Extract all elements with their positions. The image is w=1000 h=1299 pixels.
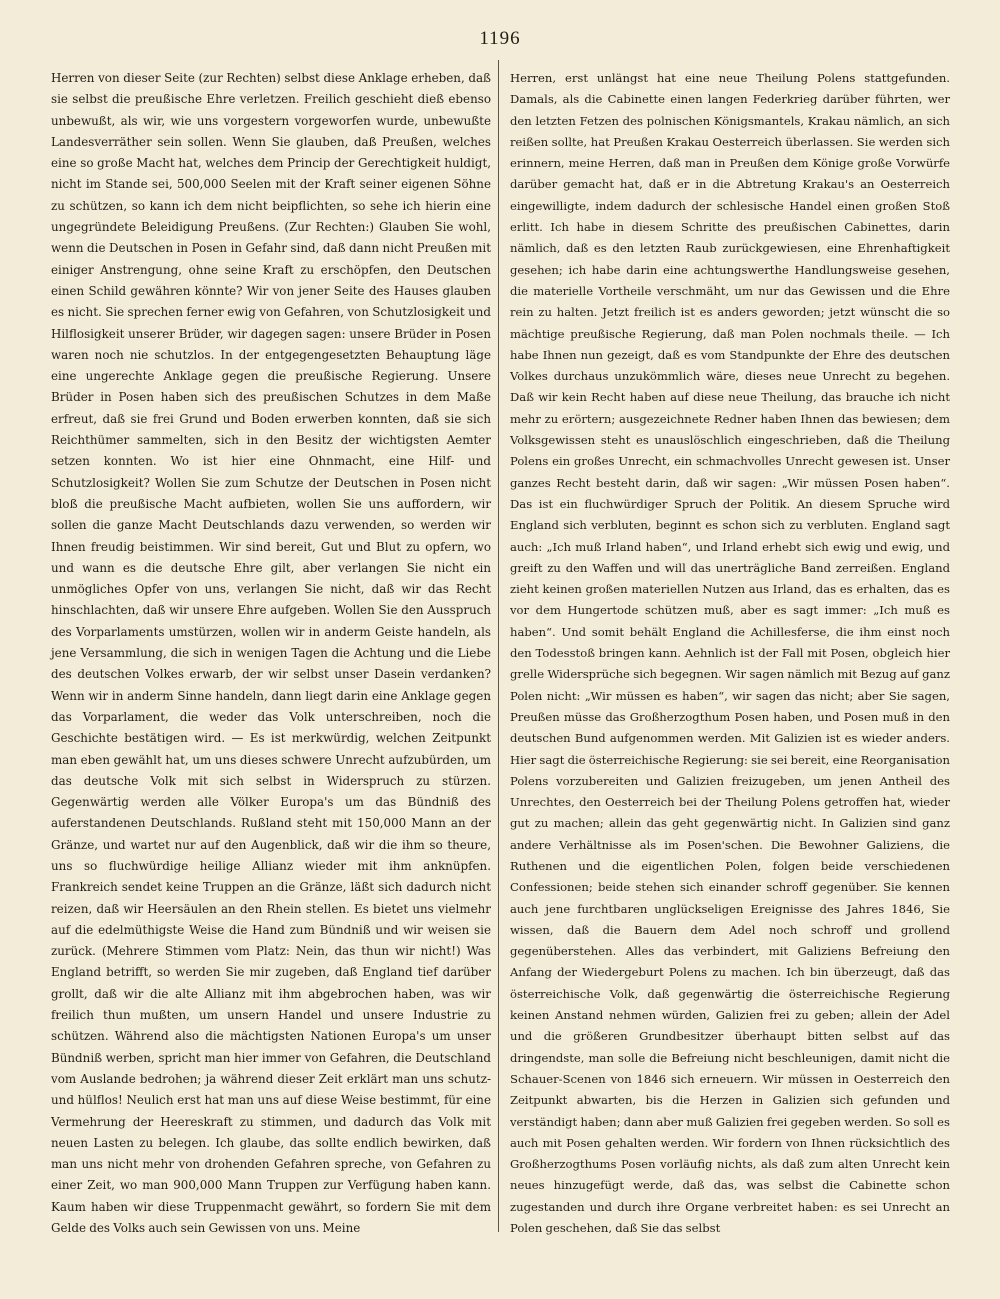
column-divider (498, 60, 499, 1232)
left-column-text: Herren von dieser Seite (zur Rechten) selbst diese Anklage erheben, daß sie selbst die preußische Ehre verletzen. Freilich geschieht dieß ebenso unbewußt, als wir, wie uns vorgestern vorgeworfen wurde, unbewußte Landesverräther sein sollen. Wenn Sie glauben, daß Preußen, welches eine so große Macht hat, welches dem Princip der Gerechtigkeit huldigt, nicht im Stande sei, 500,000 Seelen mit der Kraft seiner eigenen Söhne zu schützen, so kann ich dem nicht beipflichten, so sehe ich hierin eine ungegründete Beleidigung Preußens. (Zur Rechten:) Glauben Sie wohl, wenn die Deutschen in Posen in Gefahr sind, daß dann nicht Preußen mit einiger Anstrengung, ohne seine Kraft zu erschöpfen, den Deutschen einen Schild gewähren könnte? Wir von jener Seite des Hauses glauben es nicht. Sie sprechen ferner ewig von Gefahren, von Schutzlosigkeit und Hilflosigkeit unserer Brüder, wir dagegen sagen: unsere Brüder in Posen waren noch nie schutzlos. In der entgegengesetzten Behauptung läge eine ungerechte Anklage gegen die preußische Regierung. Unsere Brüder in Posen haben sich des preußischen Schutzes in dem Maße erfreut, daß sie frei Grund und Boden erwerben konnten, daß sie sich Reichthümer sammelten, sich in den Besitz der wichtigsten Aemter setzen konnten. Wo ist hier eine Ohnmacht, eine Hilf- und Schutzlosigkeit? Wollen Sie zum Schutze der Deutschen in Posen nicht bloß die preußische Macht aufbieten, wollen Sie uns auffordern, wir sollen die ganze Macht Deutschlands dazu verwenden, so werden wir Ihnen freudig beistimmen. Wir sind bereit, Gut und Blut zu opfern, wo und wann es die deutsche Ehre gilt, aber verlangen Sie nicht ein unmögliches Opfer von uns, verlangen Sie nicht, daß wir das Recht hinschlachten, daß wir unsere Ehre aufgeben. Wollen Sie den Ausspruch des Vorparlaments umstürzen, wollen wir in anderm Geiste handeln, als jene Versammlung, die sich in wenigen Tagen die Achtung und die Liebe des deutschen Volkes erwarb, der wir selbst unser Dasein verdanken? Wenn wir in anderm Sinne handeln, dann liegt darin eine Anklage gegen das Vorparlament, die weder das Volk unterschreiben, noch die Geschichte bestätigen wird. — Es ist merkwürdig, welchen Zeitpunkt man eben gewählt hat, um uns dieses schwere Unrecht aufzubürden, um das deutsche Volk mit sich selbst in Widerspruch zu stürzen. Gegenwärtig werden alle Völker Europa's um das Bündniß des auferstandenen Deutschlands. Rußland steht mit 150,000 Mann an der Gränze, und wartet nur auf den Augenblick, daß wir die ihm so theure, uns so fluchwürdige heilige Allianz wieder mit ihm anknüpfen. Frankreich sendet keine Truppen an die Gränze, läßt sich dadurch nicht reizen, daß wir Heersäulen an den Rhein stellen. Es bietet uns vielmehr auf die edelmüthigste Weise die Hand zum Bündniß und wir weisen sie zurück. (Mehrere Stimmen vom Platz: Nein, das thun wir nicht!) Was England betrifft, so werden Sie mir zugeben, daß England tief darüber grollt, daß wir die alte Allianz mit ihm abgebrochen haben, was wir freilich thun mußten, um unsern Handel und unsere Industrie zu schützen. Während also die mächtigsten Nationen Europa's um unser Bündniß werben, spricht man hier immer von Gefahren, die Deutschland vom Auslande bedrohen; ja während dieser Zeit erklärt man uns schutz- und hülflos! Neulich erst hat man uns auf diese Weise bestimmt, für eine Vermehrung der Heereskraft zu stimmen, und dadurch das Volk mit neuen Lasten zu belegen. Ich glaube, das sollte endlich bewirken, daß man uns nicht mehr von drohenden Gefahren spreche, von Gefahren zu einer Zeit, wo man 900,000 Mann Truppen zur Verfügung haben kann. Kaum haben wir diese Truppenmacht gewährt, so fordern Sie mit dem Gelde des Volks auch sein Gewissen von uns. Meine (51, 71, 491, 1236)
right-column (510, 68, 950, 1239)
left-column (51, 68, 491, 1239)
page-number: 1196 (479, 28, 521, 49)
right-column-text: Herren, erst unlängst hat eine neue Theilung Polens stattgefunden. Damals, als die Cabinette einen langen Federkrieg darüber führten, wer den letzten Fetzen des polnischen Königsmantels, Krakau nämlich, an sich reißen sollte, hat Preußen Krakau Oesterreich überlassen. Sie werden sich erinnern, meine Herren, daß man in Preußen dem Könige große Vorwürfe darüber gemacht hat, daß er in die Abtretung Krakau's an Oesterreich eingewilligte, indem dadurch der schlesische Handel einen großen Stoß erlitt. Ich habe in diesem Schritte des preußischen Cabinettes, darin nämlich, daß es den letzten Raub zurückgewiesen, eine Ehrenhaftigkeit gesehen; ich habe darin eine achtungswerthe Handlungsweise gesehen, die materielle Vortheile verschmäht, um nur das Gewissen und die Ehre rein zu halten. Jetzt freilich ist es anders geworden; jetzt wünscht die so mächtige preußische Regierung, daß man Polen nochmals theile. — Ich habe Ihnen nun gezeigt, daß es vom Standpunkte der Ehre des deutschen Volkes durchaus unzukömmlich wäre, dieses neue Unrecht zu begehen. Daß wir kein Recht haben auf diese neue Theilung, das brauche ich nicht mehr zu erörtern; ausgezeichnete Redner haben Ihnen das bewiesen; dem Volksgewissen steht es unauslöschlich eingeschrieben, daß die Theilung Polens ein großes Unrecht, ein schmachvolles Unrecht gewesen ist. Unser ganzes Recht besteht darin, daß wir sagen: „Wir müssen Posen haben“. Das ist ein fluchwürdiger Spruch der Politik. An diesem Spruche wird England sich verbluten, beginnt es schon sich zu verbluten. England sagt auch: „Ich muß Irland haben“, und Irland erhebt sich ewig und ewig, und greift zu den Waffen und will das unerträgliche Band zerreißen. England zieht keinen großen materiellen Nutzen aus Irland, das es erhalten, das es vor dem Hungertode schützen muß, aber es sagt immer: „Ich muß es haben“. Und somit behält England die Achillesferse, die ihm einst noch den Todesstoß bringen kann. Aehnlich ist der Fall mit Posen, obgleich hier grelle Widersprüche sich begegnen. Wir sagen nämlich mit Bezug auf ganz Polen nicht: „Wir müssen es haben“, wir sagen das nicht; aber Sie sagen, Preußen müsse das Großherzogthum Posen haben, und Posen muß in den deutschen Bund aufgenommen werden. Mit Galizien ist es wieder anders. Hier sagt die österreichische Regierung: sie sei bereit, eine Reorganisation Polens vorzubereiten und Galizien freizugeben, um jenen Antheil des Unrechtes, den Oesterreich bei der Theilung Polens getroffen hat, wieder gut zu machen; allein das geht gegenwärtig nicht. In Galizien sind ganz andere Verhältnisse als im Posen'schen. Die Bewohner Galiziens, die Ruthenen und die eigentlichen Polen, folgen beide verschiedenen Confessionen; beide stehen sich einander schroff gegenüber. Sie kennen auch jene furchtbaren unglückseligen Ereignisse des Jahres 1846, Sie wissen, daß die Bauern dem Adel noch schroff und grollend gegenüberstehen. Alles das verbindert, mit Galiziens Befreiung den Anfang der Wiedergeburt Polens zu machen. Ich bin überzeugt, daß das österreichische Volk, daß gegenwärtig die österreichische Regierung keinen Anstand nehmen würden, Galizien frei zu geben; allein der Adel und die größeren Grundbesitzer überhaupt bitten selbst auf das dringendste, man solle die Befreiung nicht beschleunigen, damit nicht die Schauer-Scenen von 1846 sich erneuern. Wir müssen in Oesterreich den Zeitpunkt abwarten, bis die Herzen in Galizien sich gefunden und verständigt haben; dann aber muß Galizien frei gegeben werden. So soll es auch mit Posen gehalten werden. Wir fordern von Ihnen rücksichtlich des Großherzogthums Posen vorläufig nichts, als daß zum alten Unrecht kein neues hinzugefügt werde, daß das, was selbst die Cabinette schon zugestanden und durch ihre Organe verbreitet haben: es sei Unrecht an Polen geschehen, daß Sie das selbst (510, 71, 950, 1236)
